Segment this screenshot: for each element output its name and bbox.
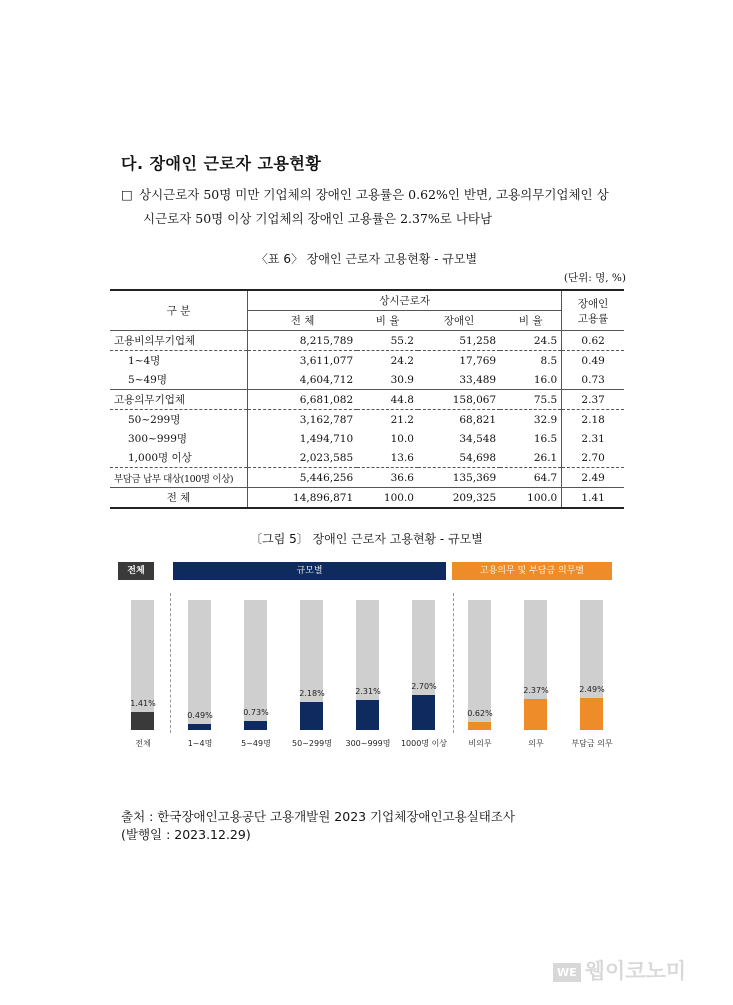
banner-obligation: 고용의무 및 부담금 의무별 <box>452 562 612 580</box>
header-disabled-ratio: 비 율 <box>500 311 562 331</box>
bar <box>524 699 547 730</box>
bar-value-label: 0.73% <box>243 708 269 717</box>
group-separator <box>453 593 454 733</box>
bar-track <box>524 600 547 730</box>
employment-table <box>110 289 624 509</box>
table-row: 300~999명 1,494,710 10.0 34,548 16.5 2.31 <box>110 429 624 448</box>
banner-scale: 규모별 <box>173 562 446 580</box>
source-line: 출처 : 한국장애인고용공단 고용개발원 2023 기업체장애인고용실태조사 <box>121 809 515 824</box>
header-rate: 장애인 고용률 <box>562 290 624 331</box>
table-row: 50~299명 3,162,787 21.2 68,821 32.9 2.18 <box>110 410 624 430</box>
header-span: 상시근로자 <box>248 290 562 311</box>
bar-value-label: 0.62% <box>467 709 493 718</box>
bar <box>300 702 323 730</box>
x-tick-label: 5~49명 <box>241 739 271 748</box>
bar-value-label: 2.70% <box>411 682 437 691</box>
table-row: 1,000명 이상 2,023,585 13.6 54,698 26.1 2.70 <box>110 448 624 468</box>
x-tick-label: 1~4명 <box>187 739 213 748</box>
bar-track <box>580 600 603 730</box>
table-row: 고용의무기업체 6,681,082 44.8 158,067 75.5 2.37 <box>110 390 624 410</box>
bar <box>188 724 211 730</box>
bar-track <box>412 600 435 730</box>
header-disabled: 장애인 <box>418 311 500 331</box>
bar <box>244 721 267 730</box>
banner-total: 전체 <box>118 562 154 580</box>
x-tick-label: 의무 <box>528 739 544 748</box>
x-tick-label: 300~999명 <box>345 739 391 748</box>
bar <box>412 695 435 730</box>
x-tick-label: 50~299명 <box>292 739 332 748</box>
bar-value-label: 2.18% <box>299 689 325 698</box>
table-row: 고용비의무기업체 8,215,789 55.2 51,258 24.5 0.62 <box>110 331 624 351</box>
x-tick-label: 부담금 의무 <box>571 739 613 748</box>
watermark-logo: WE 웹이코노미 <box>553 955 686 985</box>
summary-paragraph <box>121 183 641 231</box>
header-group: 구 분 <box>110 290 248 331</box>
source-note <box>121 808 515 844</box>
bar-value-label: 2.37% <box>523 686 549 695</box>
header-total: 전 체 <box>248 311 358 331</box>
bar-track <box>300 600 323 730</box>
publish-date: (발행일 : 2023.12.29) <box>121 827 251 842</box>
bar-value-label: 0.49% <box>187 711 213 720</box>
table-row: 5~49명 4,604,712 30.9 33,489 16.0 0.73 <box>110 370 624 390</box>
table-row-total: 전 체 14,896,871 100.0 209,325 100.0 1.41 <box>110 488 624 509</box>
figure-caption: 〔그림 5〕 장애인 근로자 고용현황 - 규모별 <box>250 532 483 546</box>
bar-track <box>356 600 379 730</box>
bar-value-label: 2.49% <box>579 685 605 694</box>
bar-value-label: 2.31% <box>355 687 381 696</box>
table-caption: 〈표 6〉 장애인 근로자 고용현황 - 규모별 <box>255 252 478 266</box>
bar <box>356 700 379 730</box>
x-tick-label: 전체 <box>135 739 151 748</box>
bar <box>131 712 154 730</box>
x-tick-label: 1000명 이상 <box>400 739 448 748</box>
summary-line-1: □ 상시근로자 50명 미만 기업체의 장애인 고용률은 0.62%인 반면, 고용의무기업체인 상 <box>121 183 641 207</box>
group-separator <box>170 593 171 733</box>
table-row: 1~4명 3,611,077 24.2 17,769 8.5 0.49 <box>110 351 624 371</box>
bar-value-label: 1.41% <box>130 699 156 708</box>
bar <box>468 722 491 730</box>
bar-track <box>131 600 154 730</box>
table-row: 부담금 납부 대상(100명 이상) 5,446,256 36.6 135,369 64.7 2.49 <box>110 468 624 488</box>
header-ratio: 비 율 <box>357 311 418 331</box>
x-tick-label: 비의무 <box>468 739 492 748</box>
table-unit: (단위: 명, %) <box>563 272 626 284</box>
section-heading: 다. 장애인 근로자 고용현황 <box>121 154 322 173</box>
bar <box>580 698 603 730</box>
summary-line-2: 시근로자 50명 이상 기업체의 장애인 고용률은 2.37%로 나타남 <box>143 211 493 226</box>
bullet-icon: □ <box>121 187 133 202</box>
